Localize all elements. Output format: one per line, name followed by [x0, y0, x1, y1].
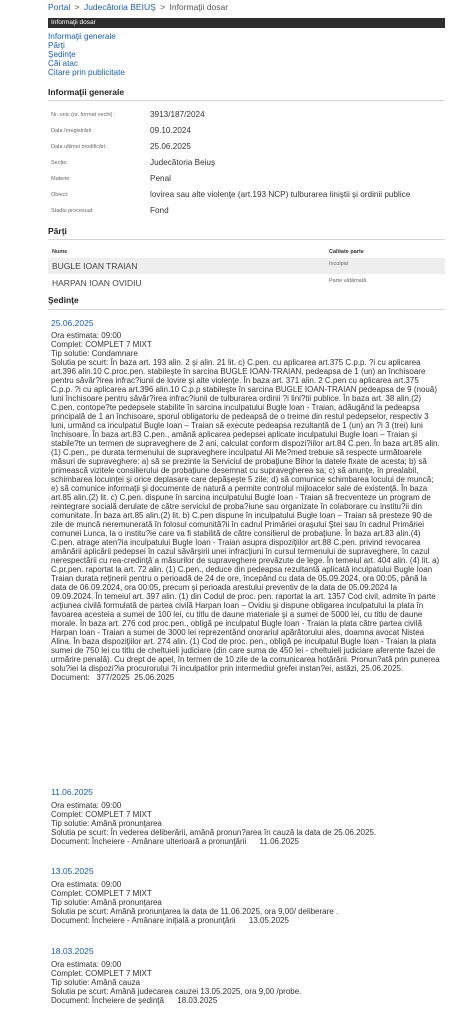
page-title-bar: Informaţii dosar [48, 18, 445, 28]
nav-link-general-info[interactable]: Informaţii generale [48, 32, 116, 41]
breadcrumb-portal-link[interactable]: Portal [48, 2, 71, 12]
hearing-panel: Complet: COMPLET 7 MIXT [51, 810, 152, 819]
hearing-time: Ora estimata: 09:00 [51, 960, 122, 969]
field-label-section: Secţie: [51, 160, 68, 166]
breadcrumb-separator: > [74, 2, 80, 12]
field-label-matter: Materie: [51, 176, 71, 182]
hearing-time: Ora estimata: 09:00 [51, 880, 122, 889]
field-label-last-modified: Data ultimei modificări: [51, 144, 107, 150]
hearing-solution-summary: Solutia pe scurt: În baza art. 193 alin. 2 şi alin. 21 lit. c) C.pen. cu aplicarea art.375 C.p.p. ?i cu aplicarea art.396 alin.10 C.proc.pen. stabileşte în sarcina BUGLE IOAN-TRAIAN, pedeapsa de 1 (un) an închisoare pentru săvâr?irea infrac?iunii de lovire şi alte violenţe. În baza art. 371 alin. 2 C.pen cu aplicarea art.375 C.p.p. ?i cu aplicarea art.396 alin.10 C.p.p stabileşte în sarcina BUGLE IOAN-TRAIAN pedeapsa de 9 (nouă) luni închisoare pentru săvâr?irea infrac?iunii de tulburarea ordinii ?i lini?tii publice. În baza art. 38 alin.(2) C.pen, contope?te pedepsele stabilite în sarcina inculpatului Bugle Ioan - Traian, adăugând la pedeapsa principală de 1 an închisoare, sporul obligatoriu de pedeapsă de o treime din restul pedepselor, respectiv 3 luni, urmând ca inculpatul Bugle Ioan – Traian să execute pedeapsa rezultantă de 1 (un) an ?i 3 (trei) luni închisoare. În baza art.83 C.pen., amână aplicarea pedepsei aplicate inculpatului Bugle Ioan – Traian şi stabile?te un termen de supraveghere de 2 ani, calculat conform dispozi?iilor art.84 C.pen. În baza art.85 alin.(1) C.pen., pe durata termenului de supraveghere inculpatul Ali Me?med trebuie să respecte următoarele măsuri de supraveghere: a) să se prezinte la Serviciul de probaţiune Bihor la datele fixate de acesta; b) să primească vizitele consilierului de probaţiune desemnat cu supravegherea sa; c) să anunţe, în prealabil, schimbarea locuinţei şi orice deplasare care depăşeşte 5 zile; d) să comunice schimbarea locului de muncă; e) să comunice informaţii şi documente de natură a permite controlul mijloacelor sale de existenţă. În baza art.85 alin.(2) lit. c) C.pen. dispune în sarcina inculpatului Bugle Ioan - Traian să frecventeze un program de reintegrare socială derulate de către serviciul de proba?iune sau organizate în colaborare cu institu?ii din comunitate. În baza art.85 alin.(2) lit. b) C.pen dispune în inculpatului Bugle Ioan – Traian să presteze 90 de zile de muncă neremunerată în folosul comunită?ii în cadrul Primăriei oraşului Ştei sau în cadrul Primăriei comunei Lunca, la o institu?ie care va fi stabilită de către consilierul de probaţiune. În baza art.83 alin.(4) C.pen. atrage aten?ia inculpatului Bugle Ioan - Traian asupra dispoziţiilor art.88 C.pen. privind revocarea amânării aplicării pedepsei în cazul săvârşirii unei infracţiuni în cursul termenului de supraveghere, în cazul nerespectării cu rea-credinţă a măsurilor de supraveghere prevăzute de lege. În temeiul art. 404 alin. (4) lit. a) C.pr.pen. raportat la art. 72 alin. (1) C.pen., deduce din pedeapsa rezultantă aplicată inculpatului Bugle Ioan Traian durata reţinerii pentru o perioadă de 24 de ore, începând cu data de 05.09.2024, ora 00:05, până la data de 06.09.2024, ora 00:05, precum şi perioada arestului preventiv de la data de 05.09.2024 la 09.09.2024. În temeiul art. 397 alin. (1) din Codul de proc. pen. raportat la art. 1357 Cod civil, admite în parte acţiunea civilă formulată de partea civilă Harpan Ioan – Ovidiu şi dispune obligarea inculpatului la plata în favoarea acesteia a sumei de 100 lei, cu titlu de daune materiale şi a sumei de 5000 lei, cu titlu de daune morale. În baza art. 276 cod proc.pen., obligă pe inculpatul Bugle Ioan - Traian la plata către partea civilă Harpan Ioan - Traian a sumei de 3000 lei reprezentând onorariul apărătorului ales, doamna avocat Nistea Alina. În baza dispoziţiilor art. 274 alin. (1) Cod de proc. pen., obligă pe inculpatul Bugle Ioan - Traian la plata sumei de 750 lei cu titlu de cheltuieli judiciare (din care suma de 450 lei - cheltuieli judiciare aferente fazei de urmărire penală). Cu drept de apel, în termen de 10 zile de la comunicarea hotărârii. Pronun?ată prin punerea solu?iei la dispozi?ia procurorului ?i inculpatilor prin intermediul grefei instan?ei, astăzi, 25.06.2025. [51, 358, 442, 673]
hearing-panel: Complet: COMPLET 7 MIXT [51, 889, 152, 898]
hearing-date: 25.06.2025 [51, 318, 94, 328]
field-label-case-number: Nr. unic (nr. format vechi) : [51, 112, 116, 118]
field-label-object: Obiect: [51, 192, 69, 198]
breadcrumb-separator: > [160, 2, 166, 12]
hearing-solution-type: Tip solutie: Condamnare [51, 349, 138, 358]
hearing-date: 11.06.2025 [51, 787, 93, 797]
hearings-title: Şedinţe [48, 295, 79, 305]
hearing-panel: Complet: COMPLET 7 MIXT [51, 340, 152, 349]
breadcrumb-current: Informaţii dosar [169, 2, 229, 12]
parties-table-header [48, 246, 445, 258]
party-row [48, 258, 445, 274]
hearing-time: Ora estimata: 09:00 [51, 331, 122, 340]
hearing-details [51, 331, 441, 682]
nav-link-public-summons[interactable]: Citare prin publicitate [48, 68, 125, 77]
hearing-date: 13.05.2025 [51, 866, 94, 876]
hearing-date: 18.03.2025 [51, 946, 94, 956]
breadcrumb-court-link[interactable]: Judecătoria BEIUŞ [83, 2, 156, 12]
hearing-details [51, 880, 441, 925]
party-name: BUGLE IOAN TRAIAN [52, 261, 138, 271]
nav-link-parties[interactable]: Părţi [48, 41, 65, 50]
hearing-time: Ora estimata: 09:00 [51, 801, 122, 810]
field-label-registration-date: Data înregistrării [51, 128, 92, 134]
hearing-solution-summary: Solutia pe scurt: Amână pronunţarea la data de 11.06.2025, ora 9,00/ deliberare . [51, 907, 339, 916]
breadcrumb [48, 2, 228, 12]
hearing-solution-type: Tip solutie: Amână pronunţarea [51, 819, 162, 828]
divider [48, 100, 445, 101]
field-label-stage: Stadiu procesual: [51, 208, 94, 214]
field-value-case-number: 3913/187/2024 [150, 110, 205, 119]
hearing-details [51, 801, 441, 846]
field-value-object: lovirea sau alte violenţe (art.193 NCP) tulburarea liniştii şi ordinii publice [150, 190, 411, 199]
nav-link-appeals[interactable]: Căi atac [48, 59, 79, 68]
hearing-solution-summary: Solutia pe scurt: Amână judecarea cauzei 13.05.2025, ora 9,00 /probe. [51, 987, 302, 996]
column-header-name: Nume [52, 249, 68, 255]
hearing-document: Document: 377/2025 25.06.2025 [51, 673, 175, 682]
party-role: Parte vătămată [329, 278, 367, 284]
nav-link-hearings[interactable]: Şedinţe [48, 50, 76, 59]
field-value-stage: Fond [150, 206, 169, 215]
hearing-panel: Complet: COMPLET 7 MIXT [51, 969, 152, 978]
hearing-solution-type: Tip solutie: Amână pronunţarea [51, 898, 162, 907]
party-name: HARPAN IOAN OVIDIU [52, 278, 142, 288]
field-value-registration-date: 09.10.2024 [150, 126, 191, 135]
parties-title: Părţi [48, 226, 67, 236]
field-value-section: Judecătoria Beiuş [150, 158, 216, 167]
hearing-solution-summary: Solutia pe scurt: În vederea deliberării, amână pronun?area în cauză la data de 25.06.2025. [51, 828, 377, 837]
party-role: Inculpat [329, 261, 349, 267]
hearing-details [51, 960, 441, 1005]
divider [48, 309, 445, 310]
column-header-role: Calitate parte [329, 249, 364, 255]
field-value-last-modified: 25.06.2025 [150, 142, 191, 151]
general-info-title: Informaţii generale [48, 87, 125, 97]
hearing-document: Document: Încheiere - Amânare ulterioară a pronunţării 11.06.2025 [51, 837, 299, 846]
hearing-document: Document: Încheiere - Amânare iniţială a pronunţării 13.05.2025 [51, 916, 289, 925]
party-row [48, 275, 445, 291]
section-navigation [48, 32, 125, 77]
hearing-document: Document: Încheiere de şedinţă 18.03.2025 [51, 996, 218, 1005]
divider [48, 239, 445, 240]
field-value-matter: Penal [150, 174, 171, 183]
hearing-solution-type: Tip solutie: Amână cauza [51, 978, 141, 987]
